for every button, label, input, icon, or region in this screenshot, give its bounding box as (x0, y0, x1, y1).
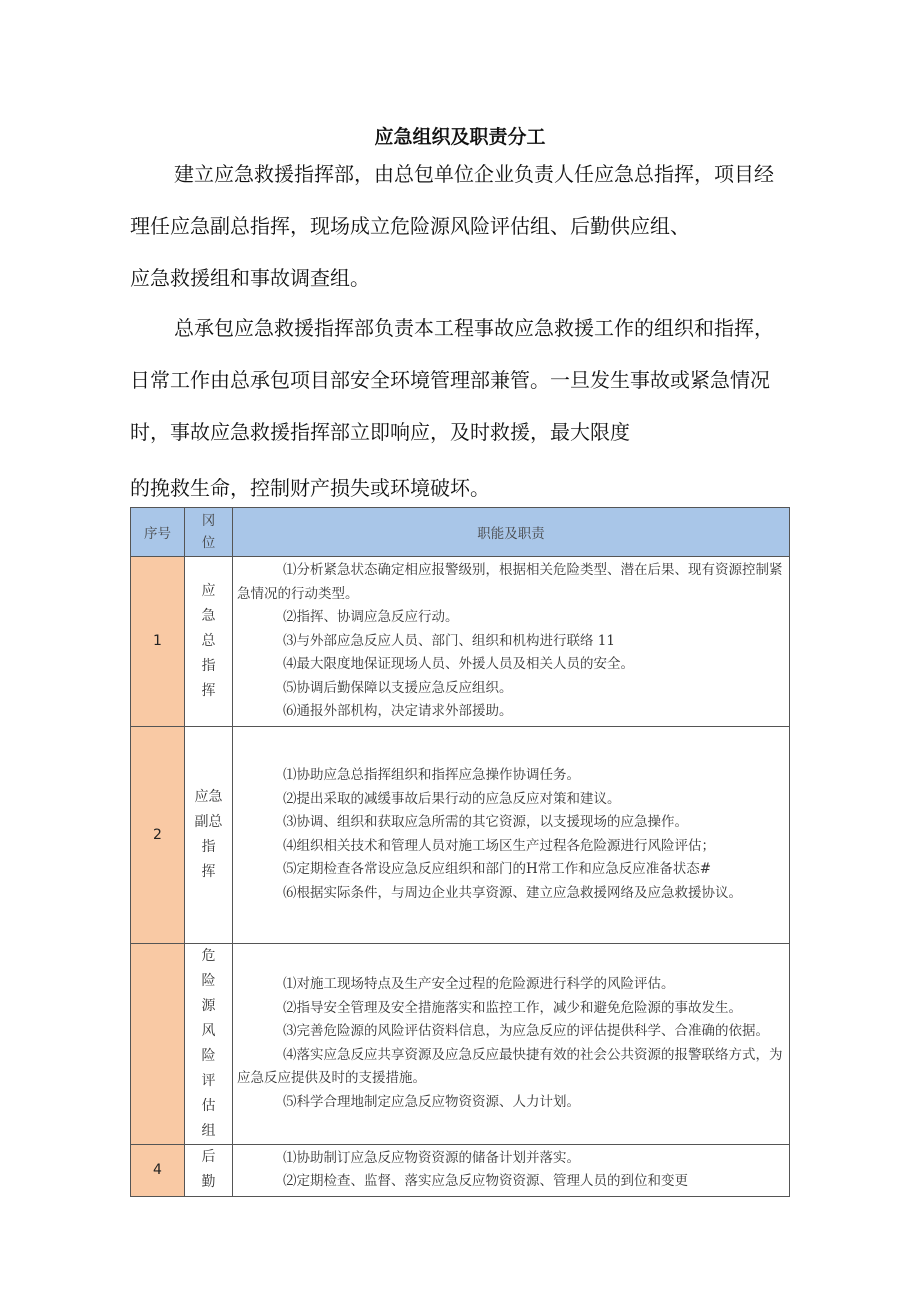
duty-item: ⑴协助应急总指挥组织和指挥应急操作协调任务。 (283, 767, 580, 783)
position-char: 指 (201, 838, 216, 855)
table-row (131, 557, 790, 727)
duty-item: ⑷最大限度地保证现场人员、外援人员及相关人员的安全。 (283, 656, 634, 672)
row-position (185, 726, 233, 943)
duty-item: ⑷落实应急反应共享资源及应急反应最快捷有效的社会公共资源的报警联络方式，为应急反应提供及时的支援措施。 (237, 1046, 783, 1086)
paragraph-line: 日常工作由总承包项目部安全环境管理部兼管。一旦发生事故或紧急情况 (130, 368, 770, 392)
table-header-row (131, 508, 790, 557)
header-duty: 职能及职责 (233, 508, 790, 557)
paragraph-intro (130, 148, 790, 304)
row-duties (233, 557, 790, 727)
row-position (185, 1144, 233, 1196)
position-char: 组 (201, 1122, 216, 1139)
position-char: 应 (201, 582, 216, 599)
position-char: 险 (201, 1047, 216, 1064)
paragraph-line: 理任应急副总指挥，现场成立危险源风险评估组、后勤供应组、 (130, 214, 690, 238)
duty-item: ⑵指导安全管理及安全措施落实和监控工作，减少和避免危险源的事故发生。 (283, 999, 742, 1016)
duty-item: ⑵定期检查、监督、落实应急反应物资资源、管理人员的到位和变更 (283, 1173, 688, 1189)
duty-item: ⑵提出采取的减缓事故后果行动的应急反应对策和建议。 (283, 790, 621, 807)
row-duties (233, 1144, 790, 1196)
duty-item: ⑵指挥、协调应急反应行动。 (283, 609, 459, 625)
position-char: 挥 (201, 682, 216, 699)
table-row (131, 943, 790, 1144)
duty-item: ⑸科学合理地制定应急反应物资资源、人力计划。 (283, 1093, 580, 1110)
row-position (185, 557, 233, 727)
duty-item: ⑴分析紧急状态确定相应报警级别，根据相关危险类型、潜在后果、现有资源控制紧急情况的行动类型。 (237, 562, 783, 602)
position-char: 副总 (194, 813, 223, 830)
position-char: 险 (201, 972, 216, 989)
position-char: 后 (201, 1149, 216, 1165)
position-char: 风 (201, 1022, 216, 1039)
header-num: 序号 (131, 508, 185, 557)
duty-table (130, 507, 790, 1197)
position-char: 危 (201, 947, 216, 964)
duty-item: ⑷组织相关技术和管理人员对施工场区生产过程各危险源进行风险评估； (283, 837, 715, 854)
paragraph-line: 总承包应急救援指挥部负责本工程事故应急救援工作的组织和指挥， (174, 316, 774, 340)
header-pos-char: 冈 (201, 513, 216, 529)
duty-item: ⑴对施工现场特点及生产安全过程的危险源进行科学的风险评估。 (283, 976, 675, 992)
position-char: 评 (201, 1072, 216, 1089)
duty-item: ⑹根据实际条件，与周边企业共享资源、建立应急救援网络及应急救援协议。 (283, 884, 742, 901)
document-title: 应急组织及职责分工 (374, 126, 546, 148)
duty-item: ⑴协助制订应急反应物资资源的储备计划并落实。 (283, 1149, 580, 1166)
duty-item: ⑹通报外部机构，决定请求外部援助。 (283, 703, 513, 719)
paragraph-line: 的挽救生命，控制财产损失或环境破坏。 (130, 476, 490, 500)
row-duties (233, 943, 790, 1144)
duty-item: ⑸协调后勤保障以支援应急反应组织。 (283, 679, 513, 696)
paragraph-line: 应急救援组和事故调查组。 (130, 266, 370, 290)
paragraph-line: 建立应急救援指挥部，由总包单位企业负责人任应急总指挥，项目经 (174, 162, 774, 186)
row-number (131, 943, 185, 1144)
row-number: 2 (131, 726, 185, 943)
table-row (131, 1144, 790, 1196)
duty-item: ⑶协调、组织和获取应急所需的其它资源，以支援现场的应急操作。 (283, 814, 688, 830)
row-number: 1 (131, 557, 185, 727)
paragraph-line: 时，事故应急救援指挥部立即响应，及时救援，最大限度 (130, 420, 630, 444)
row-position (185, 943, 233, 1144)
header-pos (185, 508, 233, 557)
table-row (131, 726, 790, 943)
paragraph-responsibility (130, 302, 790, 514)
row-number: 4 (131, 1144, 185, 1196)
position-char: 总 (201, 632, 216, 649)
position-char: 应急 (194, 788, 223, 805)
position-char: 急 (201, 607, 216, 624)
position-char: 估 (201, 1097, 216, 1114)
row-duties (233, 726, 790, 943)
duty-item: ⑶完善危险源的风险评估资料信息，为应急反应的评估提供科学、合准确的依据。 (283, 1023, 769, 1039)
position-char: 挥 (201, 863, 216, 880)
duty-item: ⑸定期检查各常设应急反应组织和部门的H常工作和应急反应准备状态# (283, 861, 712, 877)
duty-item: ⑶与外部应急反应人员、部门、组织和机构进行联络 11 (283, 632, 615, 649)
position-char: 勤 (201, 1174, 216, 1190)
header-pos-char: 位 (201, 535, 216, 551)
position-char: 源 (201, 997, 216, 1014)
position-char: 指 (201, 657, 216, 674)
